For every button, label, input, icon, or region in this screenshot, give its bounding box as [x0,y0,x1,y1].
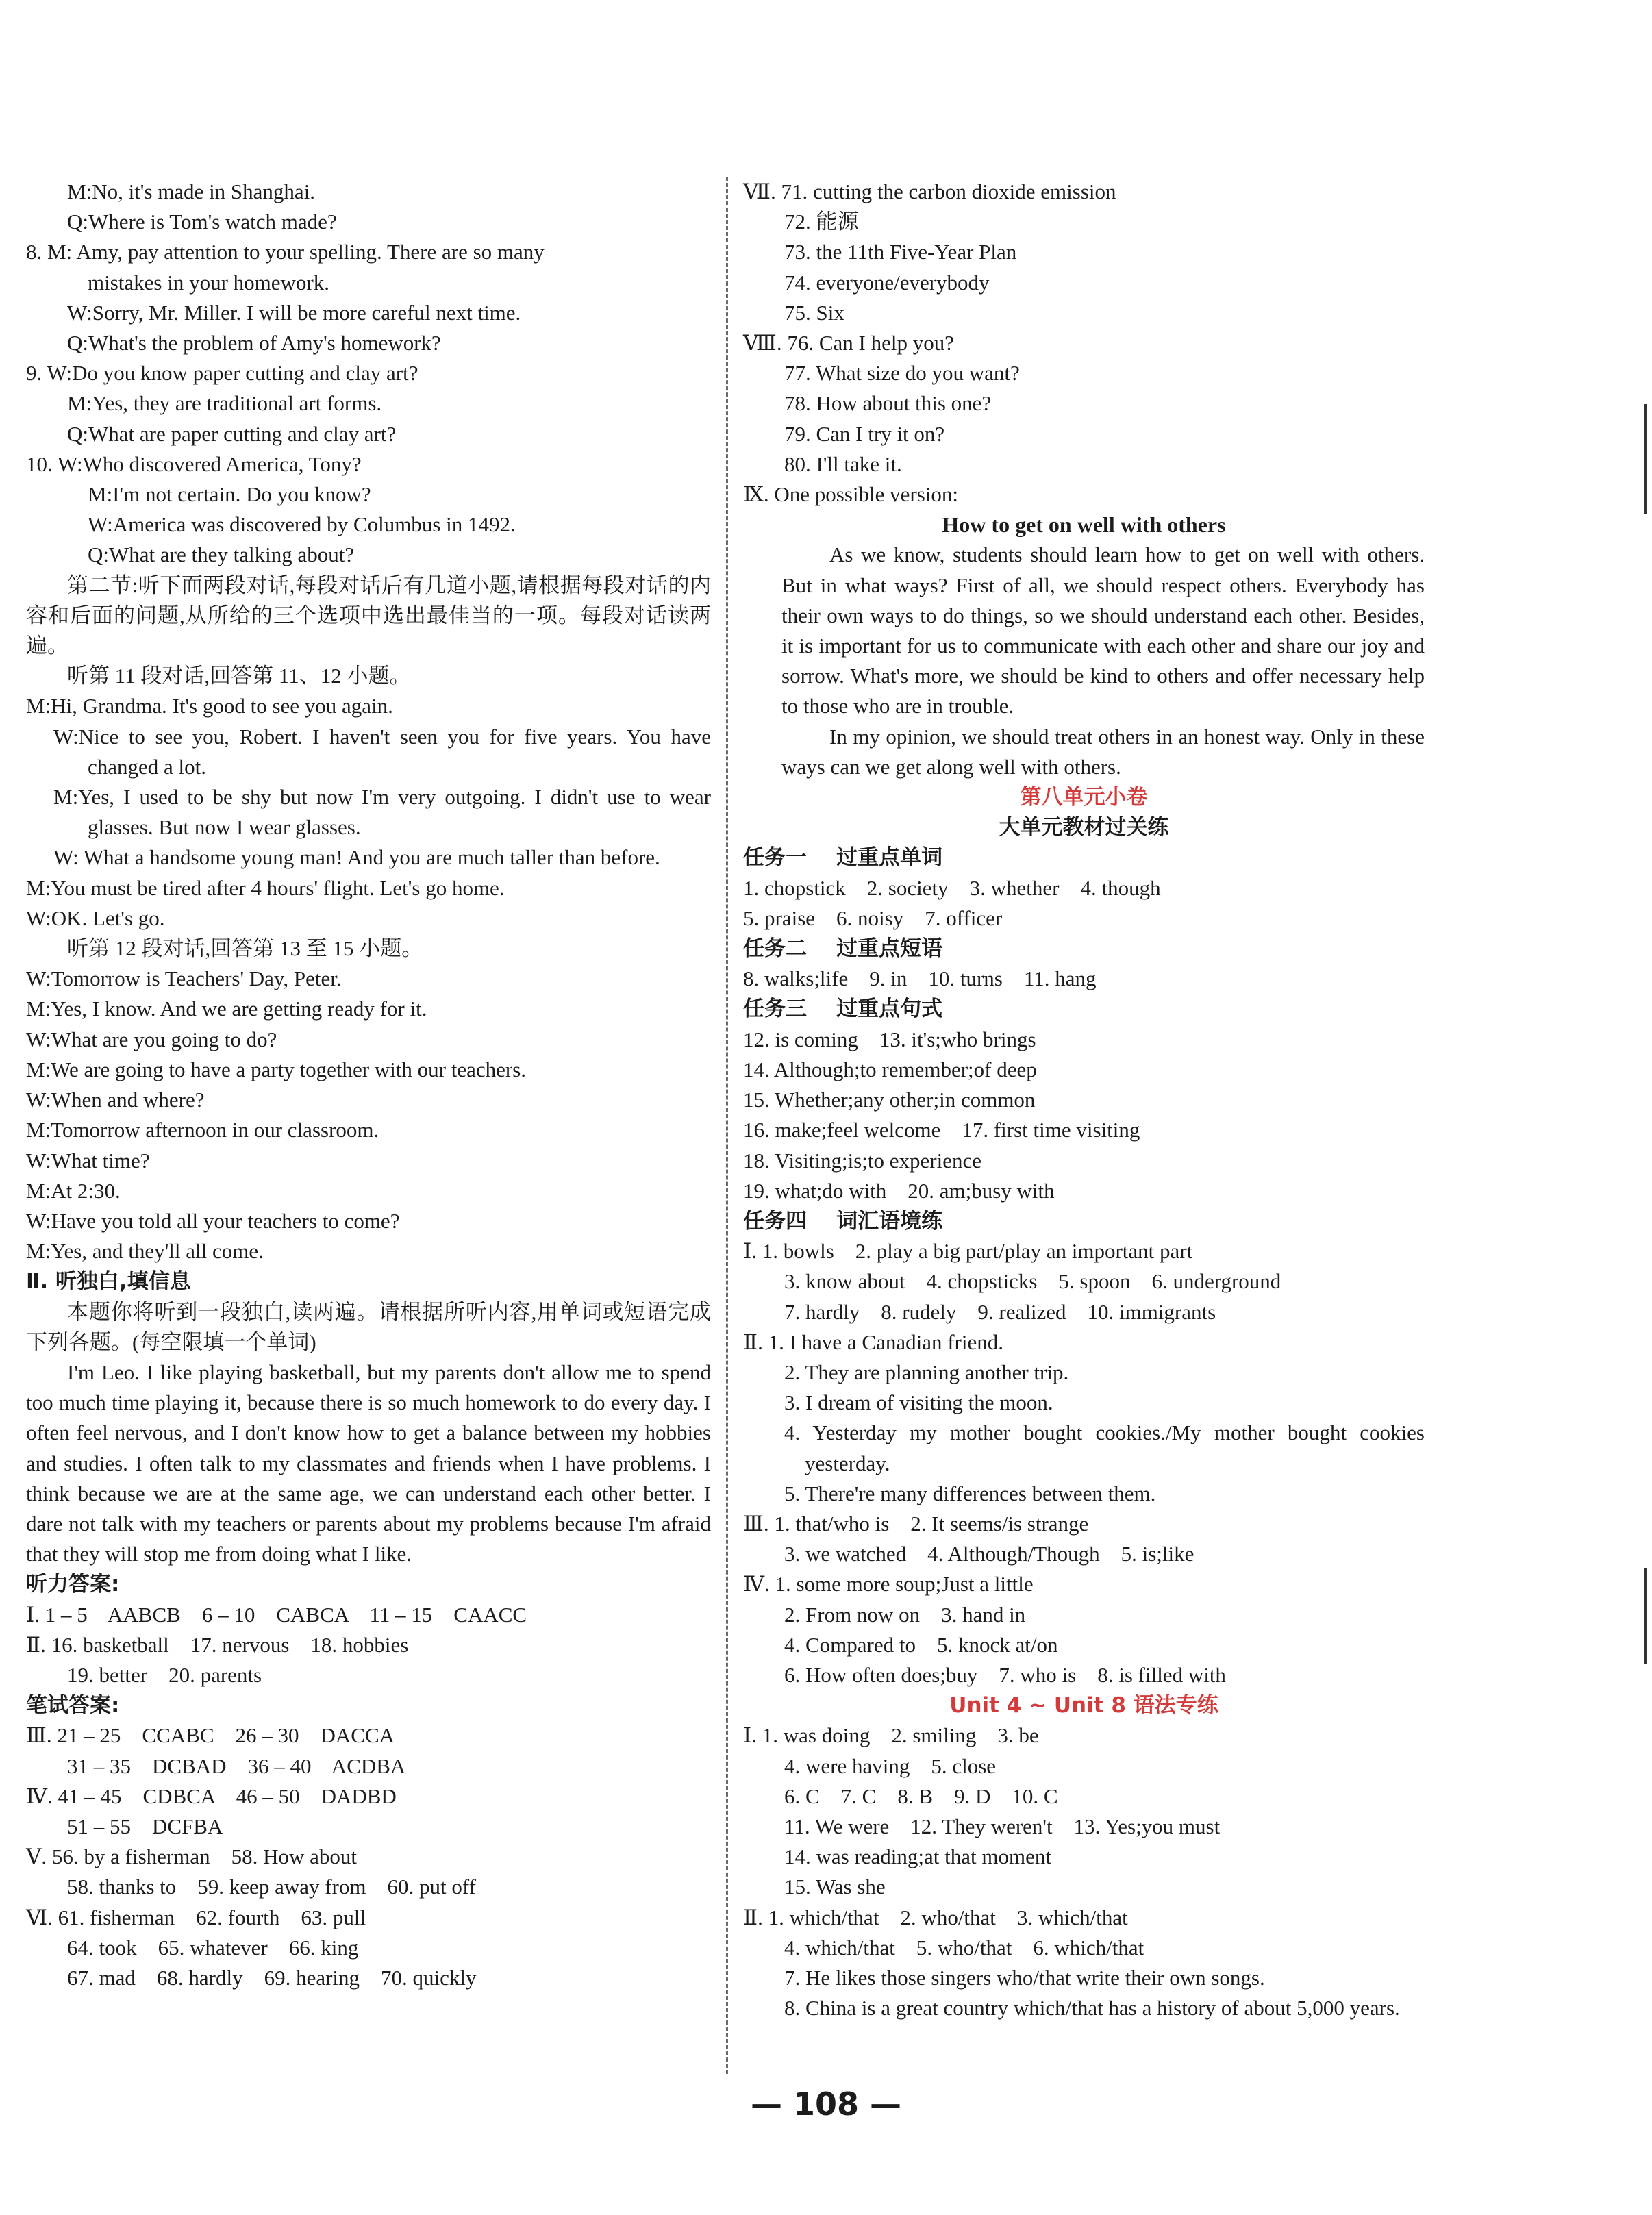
answer-line: 4. Compared to 5. knock at/on [784,1632,1058,1657]
unit-subheading: 大单元教材过关练 [999,815,1169,840]
answer-line: 2. From now on 3. hand in [784,1602,1026,1627]
dialogue-line: Q:Where is Tom's watch made? [67,210,337,234]
answer-line: 3. I dream of visiting the moon. [784,1390,1053,1415]
answer-line: Ⅱ. 1. which/that 2. who/that 3. which/that [743,1905,1128,1929]
dialogue-line: W:When and where? [26,1088,205,1112]
answer-line: 16. make;feel welcome 17. first time visiting [743,1118,1140,1142]
answer-line: Ⅲ. 21 – 25 CCABC 26 – 30 DACCA [26,1723,395,1748]
answer-line: 11. We were 12. They weren't 13. Yes;you must [784,1814,1221,1838]
dialogue-line: Q:What are paper cutting and clay art? [67,421,397,446]
answer-line: 4. Yesterday my mother bought cookies./My mother bought cookies yesterday. [784,1421,1430,1475]
answer-line: 3. know about 4. chopsticks 5. spoon 6. underground [784,1269,1281,1294]
dialogue-line: M:Yes, I know. And we are getting ready for it. [26,997,427,1021]
answer-line: 6. C 7. C 8. B 9. D 10. C [784,1784,1058,1808]
left-column [26,177,716,1993]
task-heading: 任务四 词汇语境练 [743,1208,943,1234]
dialogue-line: Q:What's the problem of Amy's homework? [67,331,441,355]
answer-line: 51 – 55 DCFBA [67,1814,223,1838]
scan-edge-mark [1644,1568,1647,1664]
answer-line: 7. He likes those singers who/that write their own songs. [784,1965,1265,1990]
answer-line: 79. Can I try it on? [784,421,945,446]
answer-line: Ⅱ. 1. I have a Canadian friend. [743,1329,1004,1354]
dialogue-line: 10. W:Who discovered America, Tony? [26,451,362,476]
answer-line: Ⅱ. 16. basketball 17. nervous 18. hobbies [26,1632,409,1657]
grammar-heading: Unit 4 ~ Unit 8 语法专练 [949,1693,1218,1718]
answer-line: 74. everyone/everybody [784,270,990,295]
answer-line: Ⅸ. One possible version: [743,482,959,507]
answer-line: 2. They are planning another trip. [784,1360,1069,1384]
answer-line: 14. Although;to remember;of deep [743,1057,1037,1081]
answer-line: 31 – 35 DCBAD 36 – 40 ACDBA [67,1753,406,1778]
answer-line: 4. which/that 5. who/that 6. which/that [784,1935,1144,1960]
answer-line: 14. was reading;at that moment [784,1844,1051,1869]
dialogue-line: W:OK. Let's go. [26,905,165,930]
answer-line: Ⅳ. 1. some more soup;Just a little [743,1572,1034,1597]
answer-line: Ⅶ. 71. cutting the carbon dioxide emission [743,179,1116,203]
unit-heading: 第八单元小卷 [1020,785,1148,810]
answer-line: 72. 能源 [784,210,859,234]
answer-line: 3. we watched 4. Although/Though 5. is;like [784,1542,1194,1566]
task-heading: 任务三 过重点句式 [743,997,943,1022]
answer-line: 75. Six [784,300,844,325]
dialogue-line: W:Tomorrow is Teachers' Day, Peter. [26,966,342,991]
column-divider [726,177,728,2074]
dialogue-line: W:Nice to see you, Robert. I haven't seen you for five years. You have changed a lot. [53,724,716,779]
answer-line: Ⅵ. 61. fisherman 62. fourth 63. pull [26,1905,366,1929]
dialogue-line: M:I'm not certain. Do you know? [88,482,371,507]
dialogue-line: W:Sorry, Mr. Miller. I will be more careful next time. [67,300,521,325]
answers-heading: 听力答案: [26,1572,120,1597]
dialogue-line: mistakes in your homework. [88,270,330,295]
dialogue-line: Q:What are they talking about? [88,542,355,567]
right-column [743,177,1430,2023]
answer-line: Ⅷ. 76. Can I help you? [743,331,954,355]
dialogue-line: M:Yes, they are traditional art forms. [67,391,382,416]
dialogue-line: M:At 2:30. [26,1178,121,1203]
subsection-heading: 听第 12 段对话,回答第 13 至 15 小题。 [67,936,423,961]
dialogue-line: W:America was discovered by Columbus in 1492. [88,512,516,537]
answer-line: 78. How about this one? [784,391,992,416]
answer-line: Ⅳ. 41 – 45 CDBCA 46 – 50 DADBD [26,1784,397,1808]
essay-paragraph: As we know, students should learn how to get on well with others. But in what ways? First of all, we should respect others. Everybody has their own ways to do things, so we should understand each other. Besides, it is important for us to communicate with each other and share our joy and sorrow. What's more, we should be kind to others and offer necessary help to those who are in trouble. [781,542,1430,718]
dialogue-line: M:Yes, I used to be shy but now I'm very outgoing. I didn't use to wear glasses. But now I wear glasses. [53,785,716,840]
answer-line: Ⅰ. 1. was doing 2. smiling 3. be [743,1723,1039,1748]
monologue-text: I'm Leo. I like playing basketball, but my parents don't allow me to spend too much time playing it, because there is so much homework to do every day. I often feel nervous, and I don't know how to get a balance between my hobbies and studies. I often talk to my classmates and friends when I have problems. I think because we are at the same age, we can understand each other better. I dare not talk with my teachers or parents about my problems because I'm afraid that they will stop me from doing what I like. [26,1360,716,1566]
section-heading: Ⅱ. 听独白,填信息 [26,1269,191,1294]
answer-line: 19. better 20. parents [67,1662,262,1687]
essay-paragraph: In my opinion, we should treat others in an honest way. Only in these ways can we get along well with others. [781,724,1430,779]
section-instruction: 本题你将听到一段独白,读两遍。请根据所听内容,用单词或短语完成下列各题。(每空限填一个单词) [26,1299,711,1354]
answer-line: Ⅲ. 1. that/who is 2. It seems/is strange [743,1511,1089,1536]
answer-line: 18. Visiting;is;to experience [743,1148,981,1173]
dialogue-line: M:You must be tired after 4 hours' flight. Let's go home. [26,875,505,900]
answer-line: 15. Was she [784,1875,886,1899]
subsection-heading: 听第 11 段对话,回答第 11、12 小题。 [67,664,411,688]
answer-line: Ⅴ. 56. by a fisherman 58. How about [26,1844,357,1869]
answer-line: 5. praise 6. noisy 7. officer [743,905,1003,930]
answer-line: 4. were having 5. close [784,1753,997,1778]
answer-line: Ⅰ. 1 – 5 AABCB 6 – 10 CABCA 11 – 15 CAACC [26,1602,527,1627]
answer-line: 77. What size do you want? [784,361,1020,386]
answer-line: Ⅰ. 1. bowls 2. play a big part/play an important part [743,1239,1193,1264]
dialogue-line: M:We are going to have a party together with our teachers. [26,1057,527,1081]
page-number: — 108 — [750,2086,902,2123]
answer-line: 12. is coming 13. it's;who brings [743,1027,1036,1051]
essay-title: How to get on well with others [942,512,1226,538]
answer-line: 5. There're many differences between them. [784,1481,1156,1505]
answer-line: 8. China is a great country which/that has a history of about 5,000 years. [784,1996,1400,2020]
task-heading: 任务二 过重点短语 [743,936,943,962]
answer-line: 19. what;do with 20. am;busy with [743,1178,1055,1203]
answer-line: 1. chopstick 2. society 3. whether 4. though [743,875,1161,900]
answer-line: 80. I'll take it. [784,451,902,476]
answer-line: 67. mad 68. hardly 69. hearing 70. quickly [67,1965,477,1990]
answer-line: 8. walks;life 9. in 10. turns 11. hang [743,966,1097,991]
dialogue-line: M:Yes, and they'll all come. [26,1239,264,1264]
dialogue-line: M:No, it's made in Shanghai. [67,179,316,203]
task-heading: 任务一 过重点单词 [743,845,943,871]
answer-line: 64. took 65. whatever 66. king [67,1935,359,1960]
answer-line: 7. hardly 8. rudely 9. realized 10. immigrants [784,1299,1216,1324]
answer-line: 15. Whether;any other;in common [743,1088,1036,1112]
answers-heading: 笔试答案: [26,1693,120,1718]
dialogue-line: W:What time? [26,1148,150,1173]
dialogue-line: M:Hi, Grandma. It's good to see you again. [26,694,393,718]
dialogue-line: M:Tomorrow afternoon in our classroom. [26,1118,379,1142]
dialogue-line: 8. M: Amy, pay attention to your spelling. There are so many [26,240,545,264]
dialogue-line: W:What are you going to do? [26,1027,277,1051]
dialogue-line: 9. W:Do you know paper cutting and clay art? [26,361,418,386]
section-instruction: 第二节:听下面两段对话,每段对话后有几道小题,请根据每段对话的内容和后面的问题,从所给的三个选项中选出最佳当的一项。每段对话读两遍。 [26,573,711,658]
scan-edge-mark [1644,404,1647,514]
answer-line: 58. thanks to 59. keep away from 60. put off [67,1875,476,1899]
dialogue-line: W: What a handsome young man! And you are much taller than before. [53,845,660,870]
answer-line: 6. How often does;buy 7. who is 8. is filled with [784,1662,1226,1687]
answer-line: 73. the 11th Five-Year Plan [784,240,1017,264]
dialogue-line: W:Have you told all your teachers to come? [26,1208,400,1233]
